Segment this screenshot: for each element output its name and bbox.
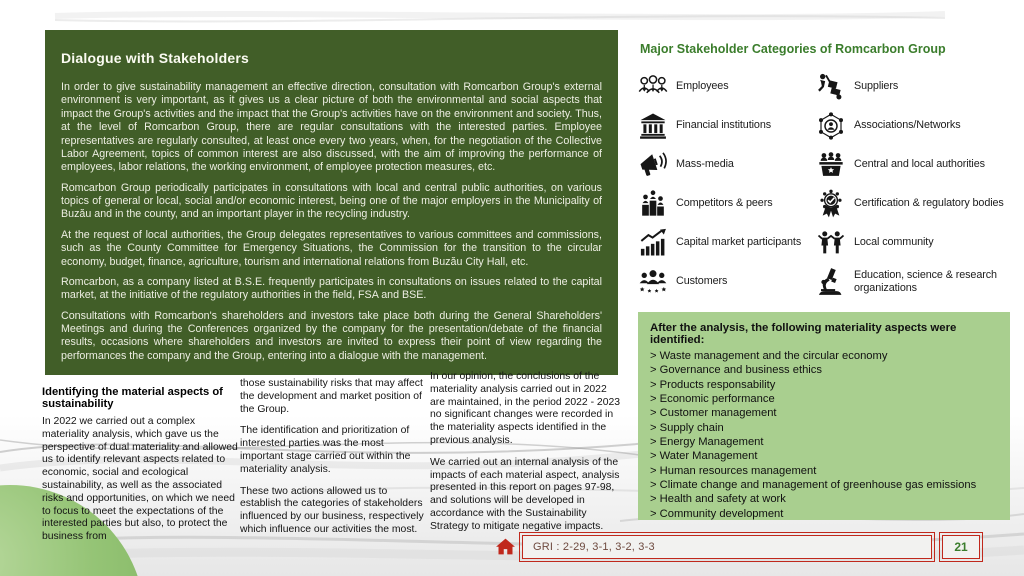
financial-institutions-icon [638,111,668,141]
material-aspects-paragraph: These two actions allowed us to establish the categories of stakeholders influenced by our business, respectively which influence our activities the most. [240,485,424,535]
dialogue-paragraph: In order to give sustainability management an effective direction, consultation with Romcarbon Group's external environment is very important, as it gives us a clear picture of both the environmental and social aspects that impact the Group's activities and the impact that the Group's activities have on the environment and society. Thus, at the level of Romcarbon Group, there are regular consultations with the interested parties. Employee representatives are regularly consulted, at least once every two years, when, for the negotiation of the Collective Labor Agreement, topics of common interest are also discussed, with the aim of improving the performance of employees, labor relations, the working environment, of employee protection measures, etc. [61,81,602,174]
competitors-peers-icon [638,189,668,219]
customers-icon [638,267,668,297]
stakeholder-item-customers [638,267,816,297]
central-local-authorities-icon [816,150,846,180]
materiality-item: > Waste management and the circular economy [650,350,888,362]
materiality-item: > Energy Management [650,435,764,448]
stakeholder-item-suppliers [816,72,1010,102]
suppliers-icon [816,72,846,102]
stakeholder-grid [638,67,1010,301]
material-aspects-heading: Identifying the material aspects of sustainability [42,386,223,410]
stakeholder-label: Financial institutions [676,119,772,132]
stakeholder-item-capital-market [638,228,816,258]
materiality-aspects-box [638,312,1010,520]
materiality-item: > Economic performance [650,392,775,405]
material-aspects-paragraph: In 2022 we carried out a complex materiality analysis, which gave us the perspective of dual materiality and allowed us to identify relevant aspects related to economic, social and ecological sustainability, as well as the associated risks and opportunities, on which we need to focus to meet the expectations of the interested parties but also, to protect the business from [42,416,238,543]
dialogue-paragraph: Consultations with Romcarbon's shareholders and investors take place both during the General Shareholders' Meetings and during the Conferences organized by the company for the presentation/debate of the financial results, occasions where shareholders and investors are invited to express their point of view regarding the performances the company and the Group, entering into a dialogue with the management. [61,309,602,362]
page-number: 21 [954,540,968,554]
stakeholder-item-employees [638,72,816,102]
stakeholder-label: Capital market participants [676,236,802,249]
materiality-item: > Community development [650,507,784,520]
material-aspects-column-2 [240,378,427,546]
materiality-item: > Products responsability [650,378,776,391]
material-aspects-paragraph: The identification and prioritization of interested parties was the most important stage carried out within the materiality analysis. [240,425,411,475]
material-aspects-paragraph: In our opinion, the conclusions of the materiality analysis carried out in 2022 are maintained, in the period 2022 - 2023 no significant changes were recorded in the materiality aspects identified in the previous analysis. [430,371,621,446]
material-aspects-paragraph: We carried out an internal analysis of the impacts of each material aspect, analysis presented in this report on pages 97-98, and solutions will be developed in accordance with the Sustainability Strategy to mitigate negative impacts. [430,456,620,532]
materiality-item: > Climate change and management of greenhouse gas emissions [650,478,977,491]
materiality-item: > Water Management [650,450,758,463]
associations-networks-icon [816,111,846,141]
stakeholder-label: Education, science & research organizations [854,269,997,294]
materiality-item: > Customer management [650,407,777,420]
stakeholder-item-education-science [816,267,1010,297]
stakeholder-item-local-community [816,228,1010,258]
local-community-icon [816,228,846,258]
stakeholder-label: Employees [676,80,729,93]
stakeholder-item-financial-institutions [638,111,816,141]
dialogue-paragraph: At the request of local authorities, the Group delegates representatives to various committees and commissions, such as the County Committee for Emergency Situations, the Commission for the transition to the circular economy, budget, finance, agriculture, tourism and international relations from Buzău City Hall, etc. [61,228,602,268]
gri-reference-text: GRI : 2-29, 3-1, 3-2, 3-3 [533,541,655,553]
stakeholder-item-mass-media [638,150,816,180]
stakeholder-label: Central and local authorities [854,158,985,171]
stakeholder-label: Certification & regulatory bodies [854,197,1004,210]
materiality-heading: After the analysis, the following materiality aspects were identified: [650,322,957,346]
materiality-item: > Health and safety at work [650,493,786,506]
stakeholder-item-certification-regulatory [816,189,1010,219]
home-icon[interactable] [495,536,516,557]
employees-icon [638,72,668,102]
education-science-icon [816,267,846,297]
certification-regulatory-icon [816,189,846,219]
stakeholder-label: Associations/Networks [854,119,961,132]
stakeholder-item-competitors-peers [638,189,816,219]
material-aspects-column-1 [42,386,238,553]
stakeholder-panel-title: Major Stakeholder Categories of Romcarbon Group [640,42,946,56]
mass-media-icon [638,150,668,180]
dialogue-title: Dialogue with Stakeholders [61,50,250,66]
page-number-box [942,535,980,559]
materiality-item: > Human resources management [650,464,817,477]
stakeholder-categories-panel [638,42,1010,301]
stakeholder-label: Suppliers [854,80,899,93]
dialogue-with-stakeholders-box [45,30,618,375]
capital-market-icon [638,228,668,258]
materiality-list [650,349,998,521]
dialogue-paragraph: Romcarbon Group periodically participates in consultations with local and central public authorities, on various topics of general or local, social and/or economic interest, being one of the major employers in the Municipality of Buzău and in the county, and an important player in the recycling industry. [61,181,602,221]
material-aspects-paragraph: those sustainability risks that may affect the development and market position of the Group. [240,378,423,415]
stakeholder-label: Mass-media [676,158,734,171]
stakeholder-item-associations-networks [816,111,1010,141]
dialogue-paragraph: Romcarbon, as a company listed at B.S.E. frequently participates in consultations on issues related to the capital market, at the initiative of the regulatory authorities in the field, FSA and BSE. [61,275,602,302]
stakeholder-label: Customers [676,275,728,288]
materiality-item: > Supply chain [650,421,724,434]
materiality-item: > Governance and business ethics [650,364,822,377]
material-aspects-column-3 [430,371,621,543]
stakeholder-item-central-local-authorities [816,150,1010,180]
stakeholder-label: Local community [854,236,934,249]
stakeholder-label: Competitors & peers [676,197,773,210]
